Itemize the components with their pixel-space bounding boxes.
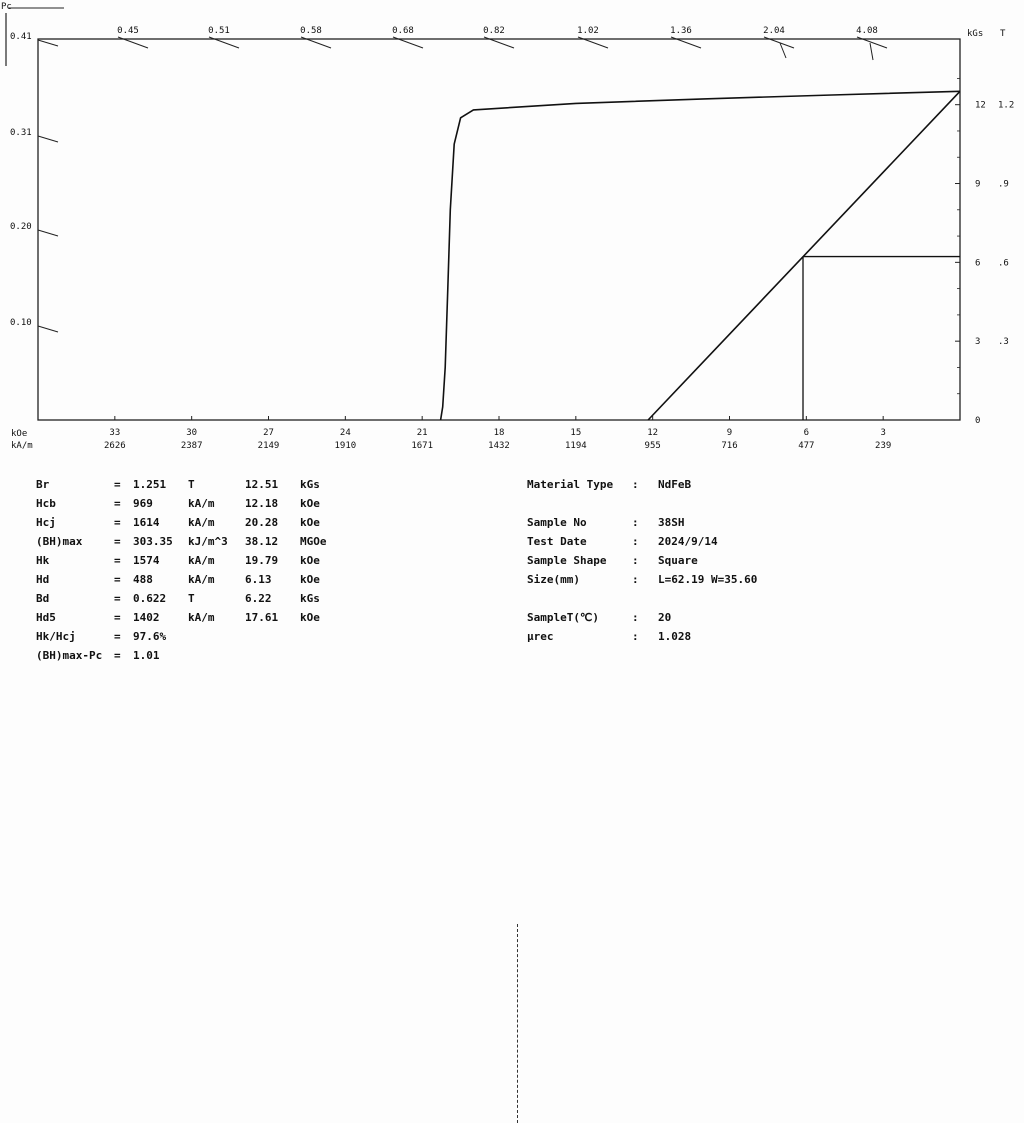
result-eq: = bbox=[114, 573, 121, 586]
pc-left-tick-label: 0.10 bbox=[10, 318, 32, 328]
result-u1: kA/m bbox=[188, 611, 215, 624]
result-eq: = bbox=[114, 478, 121, 491]
y-tick-label-t: .6 bbox=[998, 258, 1009, 269]
result-u1: T bbox=[188, 592, 195, 605]
x-tick-label-kam: 1194 bbox=[564, 441, 587, 451]
result-v2: 6.22 bbox=[245, 592, 272, 605]
demagnetization-chart bbox=[0, 0, 1024, 460]
x-tick-label-kam: 955 bbox=[644, 441, 661, 451]
y-tick-label-kgs: 3 bbox=[975, 337, 981, 348]
result-name: (BH)max bbox=[36, 535, 83, 548]
info-colon: : bbox=[632, 535, 639, 548]
info-label: Sample No bbox=[527, 516, 587, 529]
info-colon: : bbox=[632, 478, 639, 491]
x-tick-label-kam: 2626 bbox=[103, 441, 126, 451]
x-tick-label-kam: 477 bbox=[798, 441, 815, 451]
result-name: Hk bbox=[36, 554, 50, 567]
results-panel bbox=[0, 460, 1024, 663]
y-tick-label-t: .3 bbox=[998, 337, 1009, 348]
pc-top-tick-label: 0.51 bbox=[208, 26, 230, 36]
x-tick-label-koe: 27 bbox=[263, 428, 274, 438]
result-u1: kA/m bbox=[188, 516, 215, 529]
result-v2: 20.28 bbox=[245, 516, 279, 529]
result-v1: 1574 bbox=[133, 554, 160, 567]
result-v1: 0.622 bbox=[133, 592, 167, 605]
pc-left-tick-label: 0.41 bbox=[10, 32, 32, 42]
x-tick-label-koe: 15 bbox=[570, 428, 582, 438]
pc-top-tick-label: 0.82 bbox=[483, 26, 505, 36]
info-colon: : bbox=[632, 611, 639, 624]
pc-top-tick-label: 1.36 bbox=[670, 26, 692, 36]
result-u1: T bbox=[188, 478, 195, 491]
x-tick-label-koe: 3 bbox=[880, 428, 886, 438]
result-u1: kA/m bbox=[188, 497, 215, 510]
pc-left-tick bbox=[38, 40, 58, 46]
x-tick-label-koe: 12 bbox=[647, 428, 659, 438]
result-eq: = bbox=[114, 592, 121, 605]
info-colon: : bbox=[632, 573, 639, 586]
info-colon: : bbox=[632, 630, 639, 643]
load-line bbox=[648, 91, 960, 420]
result-v2: 38.12 bbox=[245, 535, 279, 548]
pc-top-tick-label: 1.02 bbox=[577, 26, 599, 36]
result-eq: = bbox=[114, 497, 121, 510]
info-value: L=62.19 W=35.60 bbox=[658, 573, 758, 586]
result-name: Br bbox=[36, 478, 50, 491]
result-name: Hcb bbox=[36, 497, 56, 510]
x-tick-label-koe: 30 bbox=[186, 428, 198, 438]
result-u1: kA/m bbox=[188, 554, 215, 567]
x-tick-label-koe: 33 bbox=[109, 428, 121, 438]
x-tick-label-kam: 716 bbox=[721, 441, 738, 451]
result-u1: kJ/m^3 bbox=[188, 535, 228, 548]
pc-left-tick bbox=[38, 136, 58, 142]
x-unit-koe: kOe bbox=[11, 429, 28, 439]
info-value: 20 bbox=[658, 611, 672, 624]
x-tick-label-koe: 6 bbox=[803, 428, 810, 438]
result-name: (BH)max-Pc bbox=[36, 649, 103, 662]
info-value: Square bbox=[658, 554, 698, 567]
y-tick-label-t: .9 bbox=[998, 179, 1009, 190]
result-v1: 488 bbox=[133, 573, 153, 586]
result-eq: = bbox=[114, 516, 121, 529]
y-tick-label-kgs: 12 bbox=[975, 100, 986, 111]
result-name: Hcj bbox=[36, 516, 56, 529]
result-v2: 17.61 bbox=[245, 611, 279, 624]
result-eq: = bbox=[114, 611, 121, 624]
info-label: Size(mm) bbox=[527, 573, 580, 586]
results-divider bbox=[517, 924, 518, 1123]
x-tick-label-koe: 24 bbox=[339, 428, 351, 438]
result-name: Hd bbox=[36, 573, 50, 586]
plot-frame bbox=[38, 39, 960, 420]
result-u2: kOe bbox=[300, 497, 320, 510]
result-v1: 1614 bbox=[133, 516, 160, 529]
pc-top-tick-label: 0.58 bbox=[300, 26, 322, 36]
pc-top-tick-label: 0.45 bbox=[117, 26, 139, 36]
info-label: Test Date bbox=[527, 535, 587, 548]
x-tick-label-kam: 1671 bbox=[411, 441, 434, 451]
pc-top-tick-label: 0.68 bbox=[392, 26, 414, 36]
result-v1: 1.251 bbox=[133, 478, 167, 491]
x-tick-label-koe: 9 bbox=[726, 428, 733, 438]
result-v2: 12.51 bbox=[245, 478, 279, 491]
y-tick-label-t: 1.2 bbox=[998, 100, 1015, 111]
demagnetization-curve bbox=[441, 91, 960, 420]
result-v1: 969 bbox=[133, 497, 153, 510]
pc-left-tick-label: 0.31 bbox=[10, 128, 32, 138]
result-name: Bd bbox=[36, 592, 50, 605]
result-v1: 97.6% bbox=[133, 630, 167, 643]
y-tick-label-kgs: 0 bbox=[975, 416, 981, 426]
x-tick-label-kam: 1910 bbox=[334, 441, 357, 451]
result-v2: 6.13 bbox=[245, 573, 272, 586]
info-colon: : bbox=[632, 516, 639, 529]
info-colon: : bbox=[632, 554, 639, 567]
pc-axis-label: Pc bbox=[1, 2, 12, 12]
top-unit-kgs: kGs bbox=[967, 29, 984, 39]
x-tick-label-koe: 18 bbox=[493, 428, 505, 438]
info-value: 1.028 bbox=[658, 630, 692, 643]
info-value: 38SH bbox=[658, 516, 685, 529]
y-tick-label-kgs: 6 bbox=[975, 258, 981, 269]
x-tick-label-kam: 1432 bbox=[488, 441, 510, 451]
result-v1: 1402 bbox=[133, 611, 160, 624]
x-tick-label-kam: 239 bbox=[875, 441, 892, 451]
result-eq: = bbox=[114, 630, 121, 643]
info-label: SampleT(℃) bbox=[527, 611, 599, 624]
pc-top-tick bbox=[870, 43, 873, 60]
info-value: NdFeB bbox=[658, 478, 692, 491]
top-unit-t: T bbox=[1000, 29, 1006, 39]
result-u2: kOe bbox=[300, 516, 320, 529]
result-u2: kGs bbox=[300, 592, 320, 605]
pc-top-tick-label: 4.08 bbox=[856, 26, 878, 36]
result-u2: kOe bbox=[300, 554, 320, 567]
result-u2: kOe bbox=[300, 611, 320, 624]
pc-left-tick-label: 0.20 bbox=[10, 222, 32, 232]
result-eq: = bbox=[114, 554, 121, 567]
result-v2: 12.18 bbox=[245, 497, 279, 510]
result-v2: 19.79 bbox=[245, 554, 279, 567]
result-eq: = bbox=[114, 649, 121, 662]
result-u2: kOe bbox=[300, 573, 320, 586]
info-value: 2024/9/14 bbox=[658, 535, 718, 548]
result-u2: kGs bbox=[300, 478, 320, 491]
x-unit-kam: kA/m bbox=[11, 441, 33, 451]
pc-left-tick bbox=[38, 230, 58, 236]
pc-top-tick-label: 2.04 bbox=[763, 26, 785, 36]
x-tick-label-koe: 21 bbox=[416, 428, 428, 438]
x-tick-label-kam: 2149 bbox=[257, 441, 280, 451]
result-u2: MGOe bbox=[300, 535, 327, 548]
result-name: Hd5 bbox=[36, 611, 56, 624]
x-tick-label-kam: 2387 bbox=[180, 441, 203, 451]
info-label: Material Type bbox=[527, 478, 614, 491]
result-eq: = bbox=[114, 535, 121, 548]
pc-left-tick bbox=[38, 326, 58, 332]
result-u1: kA/m bbox=[188, 573, 215, 586]
y-tick-label-kgs: 9 bbox=[975, 179, 981, 190]
info-label: μrec bbox=[527, 630, 554, 643]
result-v1: 1.01 bbox=[133, 649, 160, 662]
info-label: Sample Shape bbox=[527, 554, 607, 567]
result-v1: 303.35 bbox=[133, 535, 173, 548]
result-name: Hk/Hcj bbox=[36, 630, 76, 643]
